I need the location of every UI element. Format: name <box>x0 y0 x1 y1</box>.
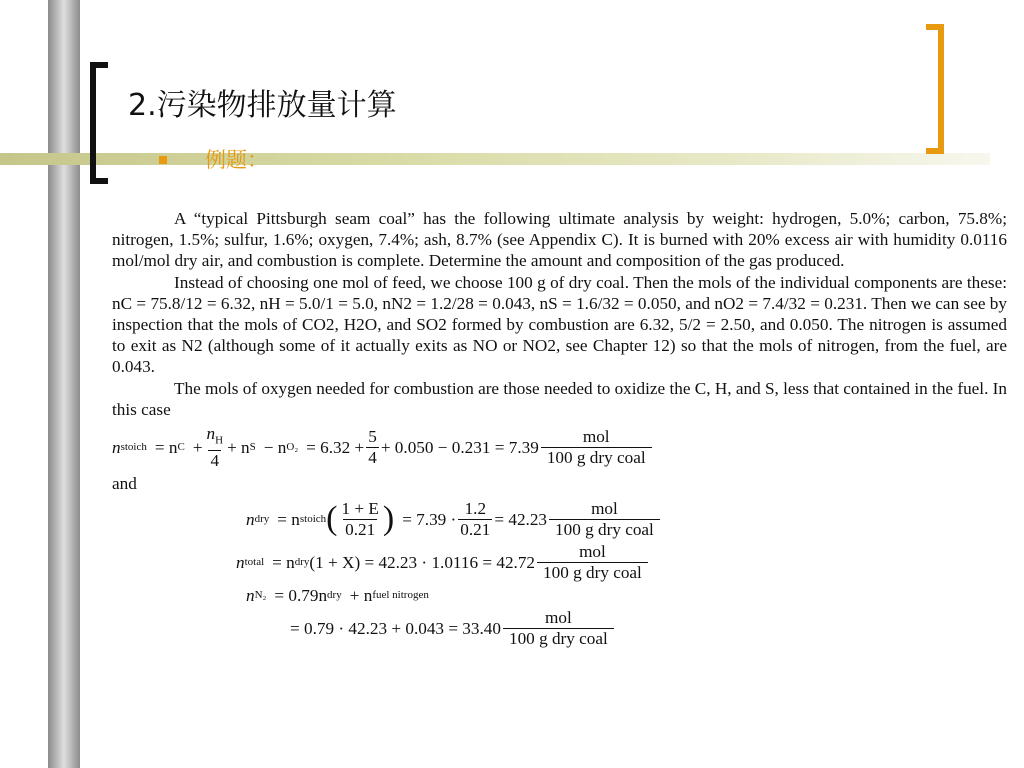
unit-fraction: $\frac{\text{mol}}{\text{100 g dry coal}}$ <box>503 608 614 649</box>
fraction-nh-over-4: $\frac{n_H}{4}$ <box>206 424 224 471</box>
paragraph-1: A “typical Pittsburgh seam coal” has the following ultimate analysis by weight: hydrogen, 5.0%; carbon, 75.8%; nitrogen, 1.5%; sulfur, 1.6%; oxygen, 7.4%; ash, 8.7% (see Appendix C). It is burned with 20% excess air with humidity 0.0116 mol/mol dry air, and combustion is complete. Determine the amount and composition of the gas produced. <box>112 209 1007 271</box>
fraction-excess-air: $\frac{1 + E}{0.21}$ <box>341 498 379 539</box>
bullet-label: 例题： <box>205 148 268 172</box>
problem-text-block <box>112 208 1007 649</box>
equation-total: n total = n dry (1 + X) = 42.23 · 1.0116 = 42.72 $\frac{\text{mol}}{\text{100 g dry coal}}$ <box>236 542 1007 583</box>
bullet-square-icon <box>159 156 167 164</box>
left-bracket <box>90 62 108 184</box>
left-vertical-bar <box>48 0 80 768</box>
right-bracket <box>926 24 944 154</box>
unit-fraction: $\frac{\text{mol}}{\text{100 g dry coal}}$ <box>549 499 660 540</box>
and-text: and <box>112 474 137 494</box>
unit-fraction: $\frac{\text{mol}}{\text{100 g dry coal}}$ <box>541 427 652 468</box>
equation-dry: n dry = n stoich ( $\frac{1 + E}{0.21}$ ) = 7.39 · $\frac{1.2}{0.21}$ = 42.23 $\frac{\text{mol}}{\text{100 g dry coal}}$ <box>246 499 1007 540</box>
slide-title: 2.污染物排放量计算 <box>128 88 397 123</box>
horizontal-band <box>0 153 990 165</box>
paragraph-3: The mols of oxygen needed for combustion are those needed to oxidize the C, H, and S, less that contained in the fuel. In this case <box>112 378 1007 419</box>
equation-n2: n N₂ = 0.79n dry + n fuel nitrogen <box>246 585 429 605</box>
paragraph-2: Instead of choosing one mol of feed, we choose 100 g of dry coal. Then the mols of the individual components are these: nC = 75.8/12 = 6.32, nH = 5.0/1 = 5.0, nN2 = 1.2/28 = 0.043, nS = 1.6/32 = 0.050, and nO2 = 7.4/32 = 0.231. Then we can see by inspection that the mols of CO2, H2O, and SO2 formed by combustion are 6.32, 5/2 = 2.50, and 0.050. The nitrogen is assumed to exit as N2 (although some of it actually exits as NO or NO2, see Chapter 12) so that the mols of nitrogen, from the fuel, are 0.043. <box>112 272 1007 377</box>
equation-n2-result: = 0.79 · 42.23 + 0.043 = 33.40 $\frac{\text{mol}}{\text{100 g dry coal}}$ <box>290 608 1007 649</box>
fraction-5-over-4: $\frac{5}{4}$ <box>368 427 377 468</box>
fraction-1-2-over-0-21: $\frac{1.2}{0.21}$ <box>460 498 491 539</box>
equation-stoich: n stoich = n C + $\frac{n_H}{4}$ + n S − n O₂ = 6.32 + $\frac{5}{4}$ + 0.050 − 0.231 = 7.39 $\frac{\text{mol}}{\text{100 g dry coal}}$ <box>112 424 1007 471</box>
unit-fraction: $\frac{\text{mol}}{\text{100 g dry coal}}$ <box>537 542 648 583</box>
